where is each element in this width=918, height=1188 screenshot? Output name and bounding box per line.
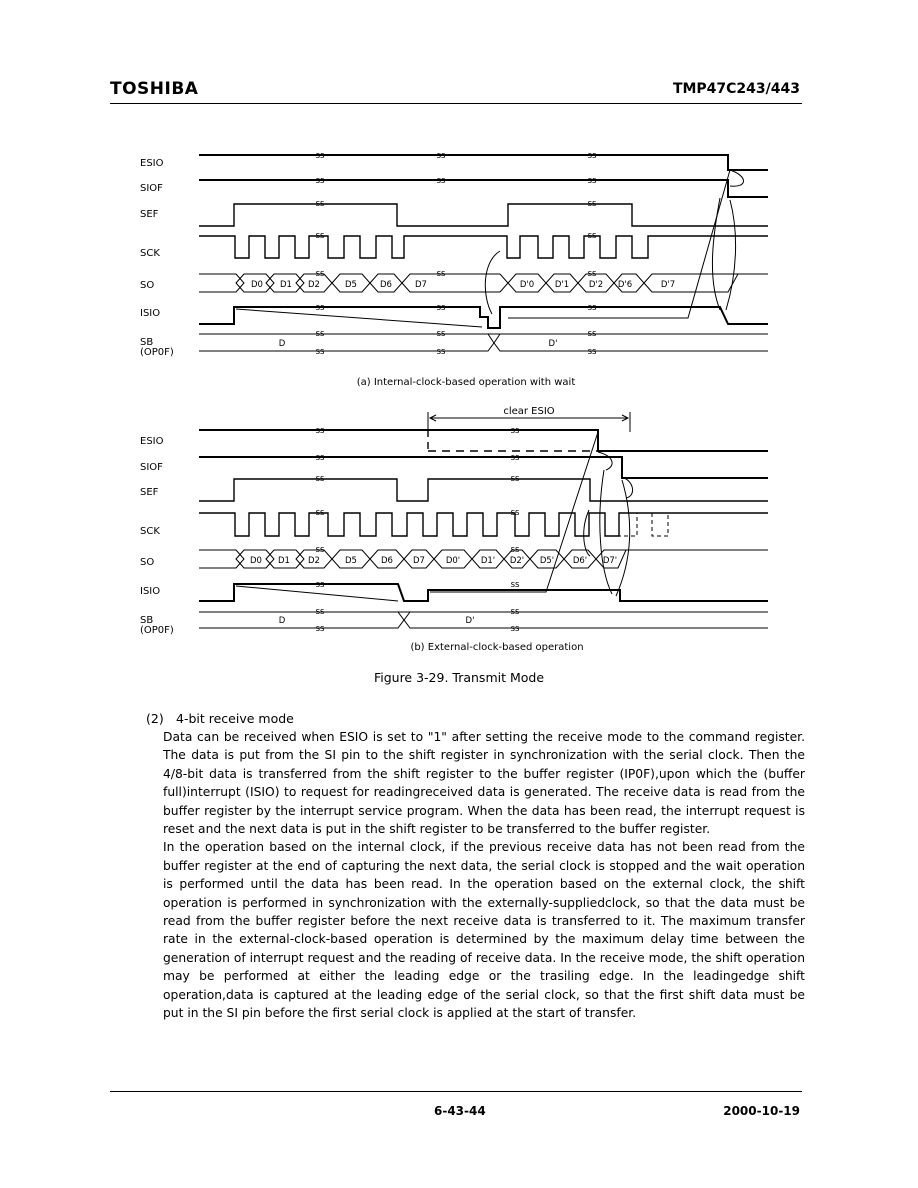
section-title: 4-bit receive mode [176,711,294,726]
signal-esio-b: ESIO [140,436,164,447]
svg-text:ss: ss [315,303,325,313]
signal-sb-b: SB [140,615,154,626]
signal-isio-a: ISIO [140,308,161,319]
brand-logo: TOSHIBA [110,79,199,99]
signal-op0f-b: (OP0F) [140,625,174,636]
svg-text:ss: ss [587,347,597,357]
signal-so-a: SO [140,280,155,291]
sb-label-a: D [278,339,286,349]
signal-op0f-a: (OP0F) [140,347,174,358]
so-label-b: D6 [381,556,393,566]
svg-text:ss: ss [436,269,446,279]
svg-text:ss: ss [510,453,520,463]
body-text [163,728,805,1023]
svg-text:ss: ss [510,508,520,518]
footer-rule [110,1091,802,1092]
so-label-a: D'1 [554,280,570,290]
caption-a: (a) Internal-clock-based operation with wait [356,377,576,388]
so-label-b: D2' [509,556,525,566]
so-label-a: D'0 [519,280,535,290]
svg-text:ss: ss [510,607,520,617]
svg-text:ss: ss [436,347,446,357]
clear-esio-label: clear ESIO [503,406,555,417]
svg-text:ss: ss [315,199,325,209]
so-label-b: D5 [345,556,357,566]
so-label-b: D5' [539,556,555,566]
so-label-a: D'7 [660,280,676,290]
signal-siof-b: SIOF [140,462,163,473]
svg-text:ss: ss [315,580,325,590]
sb-label-b: D' [465,616,475,626]
so-label-b: D2 [308,556,320,566]
svg-text:ss: ss [510,624,520,634]
so-label-b: D7' [602,556,618,566]
svg-text:ss: ss [315,151,325,161]
so-label-b: D6' [572,556,588,566]
svg-text:ss: ss [510,426,520,436]
signal-isio-b: ISIO [140,586,161,597]
section-number: (2) [146,711,164,726]
paragraph: Data can be received when ESIO is set to "1" after setting the receive mode to the command register. The data is put from the SI pin to the shift register in synchronization with the serial clock. Then the 4/8-bit data is transferred from the shift register to the buffer register (IP0F),upon which the (buffer full)interrupt (ISIO) to request for readingreceived data is generated. The receive data is read from the buffer register by the interrupt service program. When the data has been read, the interrupt request is reset and the next data is put in the shift register to be transferred to the buffer register. [163,730,805,837]
svg-text:ss: ss [587,151,597,161]
signal-sef-a: SEF [140,209,159,220]
signal-esio-a: ESIO [140,158,164,169]
svg-text:ss: ss [315,347,325,357]
so-label-a: D1 [280,280,292,290]
svg-text:ss: ss [315,508,325,518]
signal-siof-a: SIOF [140,183,163,194]
diagram-b-waveforms [199,412,768,628]
so-label-a: D7 [415,280,427,290]
svg-text:ss: ss [315,453,325,463]
diagram-a-waveforms [199,155,768,351]
svg-text:ss: ss [315,426,325,436]
signal-sef-b: SEF [140,487,159,498]
svg-text:ss: ss [510,474,520,484]
so-label-b: D0 [250,556,262,566]
so-label-b: D1 [278,556,290,566]
svg-text:ss: ss [510,545,520,555]
svg-text:ss: ss [436,303,446,313]
svg-text:ss: ss [315,329,325,339]
sb-label-b: D [278,616,286,626]
signal-so-b: SO [140,557,155,568]
so-label-a: D'2 [588,280,604,290]
svg-text:ss: ss [315,176,325,186]
svg-text:ss: ss [436,151,446,161]
svg-text:ss: ss [510,580,520,590]
so-label-a: D'6 [617,280,633,290]
svg-text:ss: ss [587,269,597,279]
so-label-b: D1' [480,556,496,566]
svg-text:ss: ss [315,474,325,484]
svg-text:ss: ss [436,176,446,186]
page-number: 6-43-44 [434,1104,486,1118]
svg-text:ss: ss [315,607,325,617]
so-label-a: D0 [251,280,263,290]
svg-text:ss: ss [436,329,446,339]
so-label-b: D7 [413,556,425,566]
footer-date: 2000-10-19 [723,1104,800,1118]
so-label-a: D2 [308,280,320,290]
svg-text:ss: ss [315,624,325,634]
signal-sck-a: SCK [140,248,160,259]
svg-text:ss: ss [587,176,597,186]
svg-text:ss: ss [587,231,597,241]
svg-text:ss: ss [587,329,597,339]
caption-b: (b) External-clock-based operation [410,642,584,653]
section-heading [146,711,294,726]
part-number: TMP47C243/443 [672,81,800,97]
so-label-a: D6 [380,280,392,290]
so-label-b: D0' [445,556,461,566]
sb-label-a: D' [548,339,558,349]
svg-text:ss: ss [315,231,325,241]
svg-text:ss: ss [587,199,597,209]
signal-sb-a: SB [140,337,154,348]
svg-text:ss: ss [587,303,597,313]
paragraph: In the operation based on the internal clock, if the previous receive data has not been read from the buffer register at the end of capturing the next data, the serial clock is stopped and the wait operation is performed until the data has been read. In the operation based on the external clock, the shift operation is performed in synchronization with the externally-suppliedclock, so that the data must be read from the buffer register before the next receive data is transferred to it. The maximum transfer rate in the external-clock-based operation is determined by the maximum delay time between the generation of interrupt request and the reading of receive data. In the receive mode, the shift operation may be performed at either the leading edge or the trasiling edge. In the leadingedge shift operation,data is captured at the leading edge of the serial clock, so that the first shift data must be put in the SI pin before the first serial clock is applied at the start of transfer. [163,840,805,1021]
figure-caption: Figure 3-29. Transmit Mode [373,670,545,685]
so-label-a: D5 [345,280,357,290]
signal-sck-b: SCK [140,526,160,537]
svg-text:ss: ss [315,545,325,555]
svg-text:ss: ss [315,269,325,279]
